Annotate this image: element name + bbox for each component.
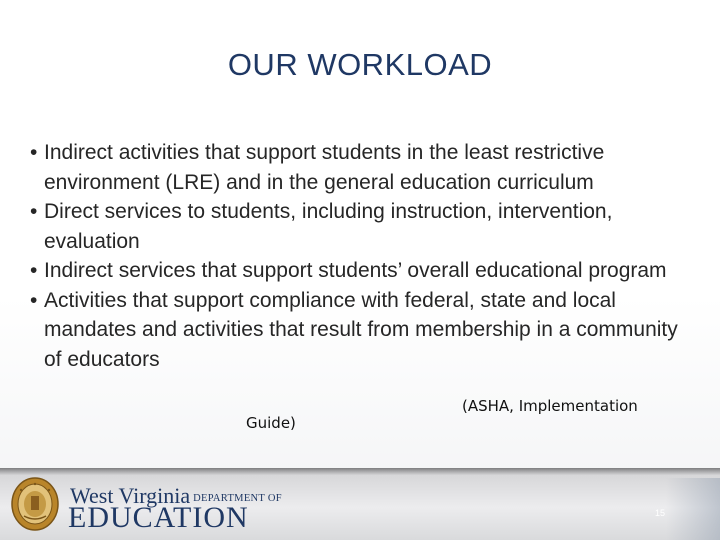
logo-department: DEPARTMENT OF [193, 493, 282, 504]
bullet-dot: • [30, 200, 38, 223]
bullet-item-indirect-services [30, 256, 698, 286]
logo-education: EDUCATION [68, 501, 249, 534]
bullet-dot: • [30, 141, 38, 164]
bullet-list [30, 138, 698, 374]
logo-state-name: West Virginia [70, 483, 191, 508]
bullet-text: Direct services to students, including instruction, intervention, evaluation [44, 200, 613, 253]
state-seal-icon [10, 476, 60, 532]
page-number: 15 [654, 508, 665, 518]
footer-accent [666, 478, 720, 540]
bullet-text: Indirect services that support students’ overall educational program [44, 259, 667, 282]
bullet-text: Indirect activities that support students in the least restrictive environment (LRE) and in the general education curriculum [44, 141, 605, 194]
bullet-item-lre [30, 138, 698, 197]
bullet-item-compliance [30, 286, 698, 375]
bullet-text: Activities that support compliance with federal, state and local mandates and activities that result from membership in a community of educators [44, 288, 678, 371]
bullet-dot: • [30, 288, 38, 312]
bullet-item-direct-services [30, 197, 698, 256]
citation-guide: Guide) [246, 414, 296, 432]
slide-title: OUR WORKLOAD [227, 47, 493, 82]
citation-source: (ASHA, Implementation [462, 397, 638, 415]
bullet-dot: • [30, 259, 38, 282]
